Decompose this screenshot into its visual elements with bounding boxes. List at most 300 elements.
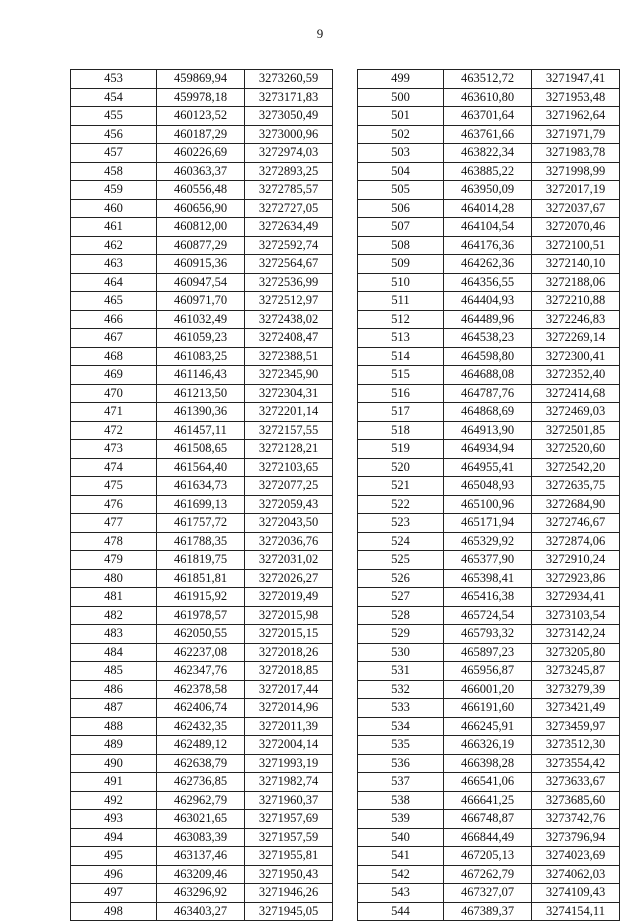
table-row <box>358 458 620 477</box>
x-coordinate-cell: 465377,90 <box>444 551 532 570</box>
point-number-cell: 453 <box>71 70 157 89</box>
y-coordinate-cell: 3272635,75 <box>532 477 620 496</box>
table-row <box>358 847 620 866</box>
table-body-right <box>358 70 620 921</box>
point-number-cell: 527 <box>358 588 444 607</box>
point-number-cell: 488 <box>71 717 157 736</box>
table-row <box>71 70 333 89</box>
point-number-cell: 532 <box>358 680 444 699</box>
point-number-cell: 541 <box>358 847 444 866</box>
y-coordinate-cell: 3272004,14 <box>245 736 333 755</box>
x-coordinate-cell: 465100,96 <box>444 495 532 514</box>
table-row <box>71 255 333 274</box>
x-coordinate-cell: 463512,72 <box>444 70 532 89</box>
y-coordinate-cell: 3271947,41 <box>532 70 620 89</box>
point-number-cell: 520 <box>358 458 444 477</box>
table-row <box>358 810 620 829</box>
point-number-cell: 463 <box>71 255 157 274</box>
table-row <box>358 551 620 570</box>
x-coordinate-cell: 460915,36 <box>157 255 245 274</box>
x-coordinate-cell: 465398,41 <box>444 569 532 588</box>
x-coordinate-cell: 460556,48 <box>157 181 245 200</box>
x-coordinate-cell: 466398,28 <box>444 754 532 773</box>
x-coordinate-cell: 462050,55 <box>157 625 245 644</box>
x-coordinate-cell: 464913,90 <box>444 421 532 440</box>
y-coordinate-cell: 3272469,03 <box>532 403 620 422</box>
point-number-cell: 505 <box>358 181 444 200</box>
x-coordinate-cell: 464787,76 <box>444 384 532 403</box>
table-row <box>71 162 333 181</box>
y-coordinate-cell: 3272246,83 <box>532 310 620 329</box>
point-number-cell: 493 <box>71 810 157 829</box>
y-coordinate-cell: 3272100,51 <box>532 236 620 255</box>
x-coordinate-cell: 462489,12 <box>157 736 245 755</box>
table-row <box>358 680 620 699</box>
point-number-cell: 462 <box>71 236 157 255</box>
y-coordinate-cell: 3272026,27 <box>245 569 333 588</box>
x-coordinate-cell: 461915,92 <box>157 588 245 607</box>
point-number-cell: 461 <box>71 218 157 237</box>
table-row <box>71 495 333 514</box>
point-number-cell: 470 <box>71 384 157 403</box>
y-coordinate-cell: 3272059,43 <box>245 495 333 514</box>
x-coordinate-cell: 464489,96 <box>444 310 532 329</box>
table-row <box>71 514 333 533</box>
table-row <box>71 736 333 755</box>
x-coordinate-cell: 461146,43 <box>157 366 245 385</box>
y-coordinate-cell: 3271957,59 <box>245 828 333 847</box>
point-number-cell: 476 <box>71 495 157 514</box>
y-coordinate-cell: 3271953,48 <box>532 88 620 107</box>
y-coordinate-cell: 3272210,88 <box>532 292 620 311</box>
y-coordinate-cell: 3271960,37 <box>245 791 333 810</box>
point-number-cell: 544 <box>358 902 444 921</box>
y-coordinate-cell: 3272345,90 <box>245 366 333 385</box>
table-row <box>358 662 620 681</box>
coordinates-table-right <box>357 69 620 921</box>
point-number-cell: 497 <box>71 884 157 903</box>
point-number-cell: 498 <box>71 902 157 921</box>
table-row <box>358 384 620 403</box>
point-number-cell: 512 <box>358 310 444 329</box>
point-number-cell: 457 <box>71 144 157 163</box>
table-row <box>358 625 620 644</box>
x-coordinate-cell: 464404,93 <box>444 292 532 311</box>
x-coordinate-cell: 464598,80 <box>444 347 532 366</box>
table-row <box>71 421 333 440</box>
x-coordinate-cell: 466641,25 <box>444 791 532 810</box>
x-coordinate-cell: 460226,69 <box>157 144 245 163</box>
x-coordinate-cell: 465897,23 <box>444 643 532 662</box>
point-number-cell: 469 <box>71 366 157 385</box>
y-coordinate-cell: 3272501,85 <box>532 421 620 440</box>
page-number: 9 <box>316 26 324 41</box>
point-number-cell: 523 <box>358 514 444 533</box>
y-coordinate-cell: 3271971,79 <box>532 125 620 144</box>
table-row <box>71 717 333 736</box>
point-number-cell: 467 <box>71 329 157 348</box>
table-row <box>358 606 620 625</box>
point-number-cell: 459 <box>71 181 157 200</box>
y-coordinate-cell: 3274109,43 <box>532 884 620 903</box>
x-coordinate-cell: 461757,72 <box>157 514 245 533</box>
y-coordinate-cell: 3272017,19 <box>532 181 620 200</box>
x-coordinate-cell: 461788,35 <box>157 532 245 551</box>
point-number-cell: 540 <box>358 828 444 847</box>
x-coordinate-cell: 463209,46 <box>157 865 245 884</box>
x-coordinate-cell: 465724,54 <box>444 606 532 625</box>
x-coordinate-cell: 462347,76 <box>157 662 245 681</box>
x-coordinate-cell: 463701,64 <box>444 107 532 126</box>
point-number-cell: 518 <box>358 421 444 440</box>
x-coordinate-cell: 462406,74 <box>157 699 245 718</box>
point-number-cell: 529 <box>358 625 444 644</box>
table-row <box>71 551 333 570</box>
table-row <box>358 865 620 884</box>
y-coordinate-cell: 3272923,86 <box>532 569 620 588</box>
table-row <box>358 255 620 274</box>
x-coordinate-cell: 467262,79 <box>444 865 532 884</box>
x-coordinate-cell: 462237,08 <box>157 643 245 662</box>
y-coordinate-cell: 3273279,39 <box>532 680 620 699</box>
y-coordinate-cell: 3272031,02 <box>245 551 333 570</box>
y-coordinate-cell: 3273103,54 <box>532 606 620 625</box>
table-row <box>71 440 333 459</box>
y-coordinate-cell: 3273459,97 <box>532 717 620 736</box>
point-number-cell: 517 <box>358 403 444 422</box>
point-number-cell: 483 <box>71 625 157 644</box>
y-coordinate-cell: 3272018,85 <box>245 662 333 681</box>
point-number-cell: 501 <box>358 107 444 126</box>
x-coordinate-cell: 464176,36 <box>444 236 532 255</box>
x-coordinate-cell: 467327,07 <box>444 884 532 903</box>
table-row <box>358 70 620 89</box>
point-number-cell: 492 <box>71 791 157 810</box>
table-row <box>71 643 333 662</box>
y-coordinate-cell: 3273742,76 <box>532 810 620 829</box>
table-row <box>71 366 333 385</box>
point-number-cell: 536 <box>358 754 444 773</box>
y-coordinate-cell: 3272438,02 <box>245 310 333 329</box>
y-coordinate-cell: 3271983,78 <box>532 144 620 163</box>
point-number-cell: 539 <box>358 810 444 829</box>
point-number-cell: 499 <box>358 70 444 89</box>
table-row <box>358 514 620 533</box>
y-coordinate-cell: 3272408,47 <box>245 329 333 348</box>
y-coordinate-cell: 3272564,67 <box>245 255 333 274</box>
y-coordinate-cell: 3272269,14 <box>532 329 620 348</box>
point-number-cell: 468 <box>71 347 157 366</box>
point-number-cell: 490 <box>71 754 157 773</box>
point-number-cell: 484 <box>71 643 157 662</box>
y-coordinate-cell: 3272592,74 <box>245 236 333 255</box>
table-row <box>71 218 333 237</box>
table-row <box>358 884 620 903</box>
table-row <box>71 347 333 366</box>
point-number-cell: 514 <box>358 347 444 366</box>
y-coordinate-cell: 3271955,81 <box>245 847 333 866</box>
x-coordinate-cell: 466326,19 <box>444 736 532 755</box>
table-row <box>358 347 620 366</box>
y-coordinate-cell: 3272746,67 <box>532 514 620 533</box>
point-number-cell: 478 <box>71 532 157 551</box>
y-coordinate-cell: 3272015,15 <box>245 625 333 644</box>
point-number-cell: 496 <box>71 865 157 884</box>
table-row <box>358 828 620 847</box>
table-row <box>358 144 620 163</box>
y-coordinate-cell: 3271962,64 <box>532 107 620 126</box>
x-coordinate-cell: 461699,13 <box>157 495 245 514</box>
table-row <box>71 588 333 607</box>
table-row <box>358 736 620 755</box>
table-row <box>358 532 620 551</box>
x-coordinate-cell: 466191,60 <box>444 699 532 718</box>
point-number-cell: 472 <box>71 421 157 440</box>
y-coordinate-cell: 3272684,90 <box>532 495 620 514</box>
point-number-cell: 482 <box>71 606 157 625</box>
table-row <box>71 625 333 644</box>
table-row <box>71 828 333 847</box>
table-row <box>358 162 620 181</box>
y-coordinate-cell: 3272188,06 <box>532 273 620 292</box>
y-coordinate-cell: 3272011,39 <box>245 717 333 736</box>
y-coordinate-cell: 3274062,03 <box>532 865 620 884</box>
y-coordinate-cell: 3272014,96 <box>245 699 333 718</box>
table-row <box>358 440 620 459</box>
y-coordinate-cell: 3274154,11 <box>532 902 620 921</box>
y-coordinate-cell: 3272352,40 <box>532 366 620 385</box>
point-number-cell: 509 <box>358 255 444 274</box>
x-coordinate-cell: 465048,93 <box>444 477 532 496</box>
x-coordinate-cell: 461819,75 <box>157 551 245 570</box>
x-coordinate-cell: 460812,00 <box>157 218 245 237</box>
y-coordinate-cell: 3273000,96 <box>245 125 333 144</box>
table-row <box>71 477 333 496</box>
y-coordinate-cell: 3272070,46 <box>532 218 620 237</box>
table-row <box>71 662 333 681</box>
x-coordinate-cell: 464934,94 <box>444 440 532 459</box>
y-coordinate-cell: 3272542,20 <box>532 458 620 477</box>
table-row <box>358 791 620 810</box>
table-row <box>71 680 333 699</box>
x-coordinate-cell: 462962,79 <box>157 791 245 810</box>
table-row <box>71 384 333 403</box>
y-coordinate-cell: 3273512,30 <box>532 736 620 755</box>
x-coordinate-cell: 463822,34 <box>444 144 532 163</box>
x-coordinate-cell: 464688,08 <box>444 366 532 385</box>
table-row <box>358 773 620 792</box>
table-row <box>71 699 333 718</box>
y-coordinate-cell: 3272727,05 <box>245 199 333 218</box>
y-coordinate-cell: 3273142,24 <box>532 625 620 644</box>
y-coordinate-cell: 3272036,76 <box>245 532 333 551</box>
point-number-cell: 524 <box>358 532 444 551</box>
x-coordinate-cell: 463885,22 <box>444 162 532 181</box>
table-row <box>358 273 620 292</box>
table-row <box>71 532 333 551</box>
point-number-cell: 525 <box>358 551 444 570</box>
x-coordinate-cell: 463137,46 <box>157 847 245 866</box>
table-row <box>71 329 333 348</box>
table-row <box>71 125 333 144</box>
x-coordinate-cell: 461213,50 <box>157 384 245 403</box>
point-number-cell: 522 <box>358 495 444 514</box>
x-coordinate-cell: 461564,40 <box>157 458 245 477</box>
point-number-cell: 510 <box>358 273 444 292</box>
point-number-cell: 475 <box>71 477 157 496</box>
x-coordinate-cell: 465793,32 <box>444 625 532 644</box>
point-number-cell: 511 <box>358 292 444 311</box>
point-number-cell: 477 <box>71 514 157 533</box>
y-coordinate-cell: 3272140,10 <box>532 255 620 274</box>
table-row <box>358 366 620 385</box>
table-row <box>358 181 620 200</box>
table-row <box>358 107 620 126</box>
x-coordinate-cell: 460947,54 <box>157 273 245 292</box>
table-row <box>71 791 333 810</box>
point-number-cell: 507 <box>358 218 444 237</box>
x-coordinate-cell: 460123,52 <box>157 107 245 126</box>
point-number-cell: 530 <box>358 643 444 662</box>
point-number-cell: 502 <box>358 125 444 144</box>
table-row <box>71 847 333 866</box>
point-number-cell: 471 <box>71 403 157 422</box>
point-number-cell: 474 <box>71 458 157 477</box>
table-row <box>358 569 620 588</box>
table-row <box>71 236 333 255</box>
x-coordinate-cell: 460971,70 <box>157 292 245 311</box>
y-coordinate-cell: 3272201,14 <box>245 403 333 422</box>
point-number-cell: 481 <box>71 588 157 607</box>
x-coordinate-cell: 461032,49 <box>157 310 245 329</box>
point-number-cell: 500 <box>358 88 444 107</box>
table-row <box>358 588 620 607</box>
x-coordinate-cell: 466844,49 <box>444 828 532 847</box>
point-number-cell: 526 <box>358 569 444 588</box>
y-coordinate-cell: 3273685,60 <box>532 791 620 810</box>
x-coordinate-cell: 467205,13 <box>444 847 532 866</box>
point-number-cell: 531 <box>358 662 444 681</box>
y-coordinate-cell: 3272128,21 <box>245 440 333 459</box>
y-coordinate-cell: 3272536,99 <box>245 273 333 292</box>
x-coordinate-cell: 461851,81 <box>157 569 245 588</box>
table-row <box>71 754 333 773</box>
y-coordinate-cell: 3272043,50 <box>245 514 333 533</box>
y-coordinate-cell: 3272103,65 <box>245 458 333 477</box>
table-row <box>358 329 620 348</box>
point-number-cell: 534 <box>358 717 444 736</box>
point-number-cell: 533 <box>358 699 444 718</box>
x-coordinate-cell: 462432,35 <box>157 717 245 736</box>
y-coordinate-cell: 3272304,31 <box>245 384 333 403</box>
y-coordinate-cell: 3272874,06 <box>532 532 620 551</box>
x-coordinate-cell: 463083,39 <box>157 828 245 847</box>
y-coordinate-cell: 3272634,49 <box>245 218 333 237</box>
x-coordinate-cell: 464868,69 <box>444 403 532 422</box>
point-number-cell: 465 <box>71 292 157 311</box>
x-coordinate-cell: 466245,91 <box>444 717 532 736</box>
y-coordinate-cell: 3273171,83 <box>245 88 333 107</box>
x-coordinate-cell: 464955,41 <box>444 458 532 477</box>
x-coordinate-cell: 459978,18 <box>157 88 245 107</box>
table-body-left <box>71 70 333 921</box>
point-number-cell: 460 <box>71 199 157 218</box>
table-row <box>358 218 620 237</box>
point-number-cell: 521 <box>358 477 444 496</box>
x-coordinate-cell: 464014,28 <box>444 199 532 218</box>
point-number-cell: 516 <box>358 384 444 403</box>
x-coordinate-cell: 466001,20 <box>444 680 532 699</box>
x-coordinate-cell: 462378,58 <box>157 680 245 699</box>
x-coordinate-cell: 459869,94 <box>157 70 245 89</box>
table-row <box>358 421 620 440</box>
y-coordinate-cell: 3272512,97 <box>245 292 333 311</box>
table-row <box>358 403 620 422</box>
table-row <box>358 495 620 514</box>
table-row <box>358 236 620 255</box>
point-number-cell: 504 <box>358 162 444 181</box>
point-number-cell: 538 <box>358 791 444 810</box>
x-coordinate-cell: 463610,80 <box>444 88 532 107</box>
table-row <box>71 458 333 477</box>
table-row <box>358 88 620 107</box>
y-coordinate-cell: 3271945,05 <box>245 902 333 921</box>
x-coordinate-cell: 461508,65 <box>157 440 245 459</box>
x-coordinate-cell: 463021,65 <box>157 810 245 829</box>
table-row <box>358 643 620 662</box>
table-row <box>358 125 620 144</box>
table-row <box>71 884 333 903</box>
table-row <box>71 144 333 163</box>
table-row <box>71 292 333 311</box>
x-coordinate-cell: 464356,55 <box>444 273 532 292</box>
x-coordinate-cell: 463761,66 <box>444 125 532 144</box>
table-row <box>71 403 333 422</box>
x-coordinate-cell: 465171,94 <box>444 514 532 533</box>
y-coordinate-cell: 3274023,69 <box>532 847 620 866</box>
table-row <box>358 699 620 718</box>
point-number-cell: 480 <box>71 569 157 588</box>
y-coordinate-cell: 3273421,49 <box>532 699 620 718</box>
point-number-cell: 491 <box>71 773 157 792</box>
y-coordinate-cell: 3273245,87 <box>532 662 620 681</box>
table-row <box>358 292 620 311</box>
x-coordinate-cell: 460363,37 <box>157 162 245 181</box>
y-coordinate-cell: 3272785,57 <box>245 181 333 200</box>
y-coordinate-cell: 3271950,43 <box>245 865 333 884</box>
table-row <box>71 310 333 329</box>
x-coordinate-cell: 461083,25 <box>157 347 245 366</box>
y-coordinate-cell: 3272388,51 <box>245 347 333 366</box>
point-number-cell: 466 <box>71 310 157 329</box>
table-row <box>71 107 333 126</box>
point-number-cell: 456 <box>71 125 157 144</box>
x-coordinate-cell: 464104,54 <box>444 218 532 237</box>
x-coordinate-cell: 465329,92 <box>444 532 532 551</box>
point-number-cell: 528 <box>358 606 444 625</box>
y-coordinate-cell: 3273554,42 <box>532 754 620 773</box>
x-coordinate-cell: 463950,09 <box>444 181 532 200</box>
point-number-cell: 513 <box>358 329 444 348</box>
table-row <box>71 773 333 792</box>
x-coordinate-cell: 460187,29 <box>157 125 245 144</box>
point-number-cell: 458 <box>71 162 157 181</box>
point-number-cell: 454 <box>71 88 157 107</box>
y-coordinate-cell: 3272017,44 <box>245 680 333 699</box>
y-coordinate-cell: 3272893,25 <box>245 162 333 181</box>
x-coordinate-cell: 461059,23 <box>157 329 245 348</box>
point-number-cell: 519 <box>358 440 444 459</box>
